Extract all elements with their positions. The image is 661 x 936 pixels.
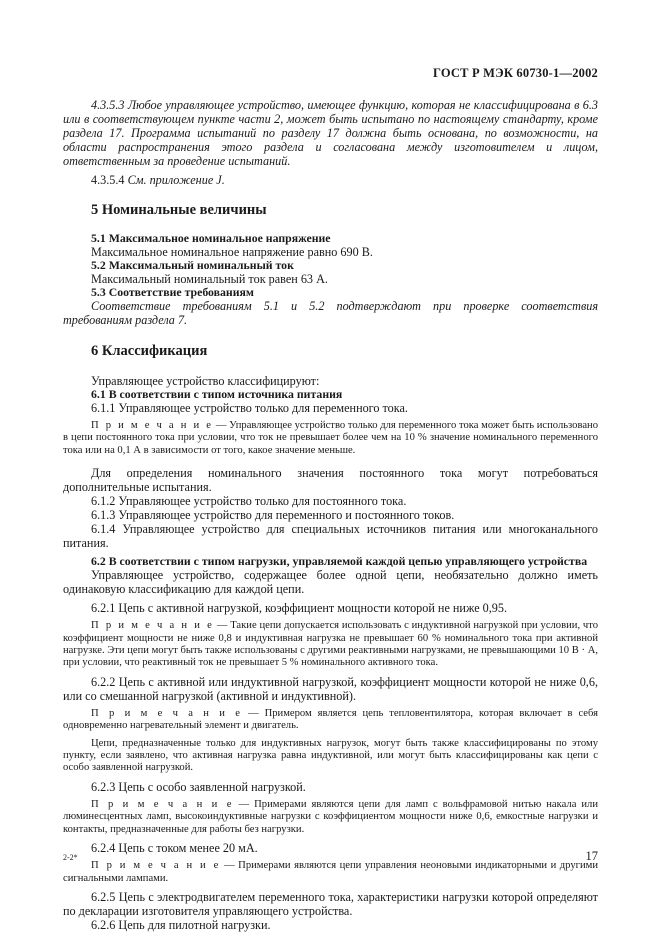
note-6-2-3 [63,799,598,836]
subsection-5-1-text: Максимальное номинальное напряжение равно 690 В. [91,245,373,259]
note-label: П р и м е ч а н и е [91,620,215,632]
paragraph-4-3-5-3: 4.3.5.3 Любое управляющее устройство, имеющее функцию, которая не классифицирована в 6.3 или в соответствующем пункте части 2, может быть испытано по настоящему стандарту, кроме раздела 17. Программа испытаний по разделу 17 должна быть основана, по возможности, на области распространения этого раздела и согласована между изготовителем и лицом, ответственным за проведение испытаний. [63,98,598,168]
sheet-mark: 2-2* [63,853,78,862]
note-text: — Управляющее устройство только для переменного тока может быть использовано в цепи постоянного тока при условии, что ток не превышает более чем на 10 % значение номинального переменного тока или на 0,1 А в зависимости от того, какое значение меньше. [63,420,599,456]
subsection-5-3-heading: 5.3 Соответствие требованиям [91,285,254,299]
note-label: П р и м е ч а н и е [91,798,234,810]
section-6-heading: 6 Классификация [91,343,208,359]
subsection-5-1-heading: 5.1 Максимальное номинальное напряжение [91,231,331,245]
note-label: П р и м е ч а н и е [91,707,243,719]
clause-number: 4.3.5.4 [91,173,125,187]
clause-6-1-1: 6.1.1 Управляющее устройство только для переменного тока. [91,401,408,415]
note-6-1-1 [63,420,598,457]
note-label: П р и м е ч а н и е [91,420,214,431]
paragraph-6-2-2-extra: Цепи, предназначенные только для индуктивных нагрузок, могут быть также классифицированы по этому пункту, если заявлено, что активная нагрузка равна индуктивной, или могут быть классифицированы как цепи с особо заявленной нагрузкой. [63,737,598,774]
clause-6-1-4: 6.1.4 Управляющее устройство для специальных источников питания или многоканального питания. [63,522,598,551]
note-text: — Примерами являются цепи для ламп с вольфрамовой нитью накала или люминесцентных ламп, высокоиндуктивные нагрузки с коэффициентом мощности ниже 0,6, емкостные нагрузки и контакты, предназначенные для работы без нагрузки. [63,798,598,835]
note-6-2-2 [63,708,598,733]
clause-6-2-2: 6.2.2 Цепь с активной или индуктивной нагрузкой, коэффициент мощности которой не ниже 0,6, или со смешанной нагрузкой (активной и индуктивной). [63,674,598,703]
page-number: 17 [585,849,598,863]
subsection-5-3-text: Соответствие требованиям 5.1 и 5.2 подтверждают при проверке соответствия требованиям раздела 7. [63,299,598,327]
subsection-5-2-heading: 5.2 Максимальный номинальный ток [91,258,294,272]
subsection-5-2-text: Максимальный номинальный ток равен 63 А. [91,272,328,286]
subsection-6-2-text: Управляющее устройство, содержащее более одной цепи, необязательно должно иметь одинаковую классификацию для каждой цепи. [63,568,598,597]
section-6-intro: Управляющее устройство классифицируют: [91,374,320,388]
clause-6-2-1: 6.2.1 Цепь с активной нагрузкой, коэффициент мощности которой не ниже 0,95. [91,601,508,616]
standard-header: ГОСТ Р МЭК 60730-1—2002 [433,66,598,80]
section-5-heading: 5 Номинальные величины [91,202,267,218]
note-text: — Такие цепи допускается использовать с индуктивной нагрузкой при условии, что коэффициент мощности не ниже 0,8 и индуктивная нагрузка не превышает 60 % номинального тока при активной нагрузке. Эти цепи могут быть также использованы с другими реактивными нагрузками, не превышающими 10 В · А, при условии, что реактивный ток не превышает 5 % номинального активного тока. [63,620,598,669]
subsection-6-2-heading: 6.2 В соответствии с типом нагрузки, управляемой каждой цепью управляющего устройства [91,554,588,569]
paragraph-4-3-5-4 [63,173,598,187]
clause-6-1-2: 6.1.2 Управляющее устройство только для постоянного тока. [91,494,407,509]
note-6-2-1 [63,620,598,670]
clause-text: См. приложение J. [127,173,225,187]
clause-6-1-3: 6.1.3 Управляющее устройство для переменного и постоянного токов. [91,508,455,523]
clause-6-2-5: 6.2.5 Цепь с электродвигателем переменного тока, характеристики нагрузки которой определяют по декларации изготовителя управляющего устройства. [63,889,598,918]
page-content [63,98,598,932]
note-text: — Примерами являются цепи управления неоновыми индикаторными и другими сигнальными лампами. [63,860,598,884]
clause-6-2-4: 6.2.4 Цепь с током менее 20 мА. [91,841,258,856]
paragraph-6-1-1-extra: Для определения номинального значения постоянного тока могут потребоваться дополнительные испытания. [63,466,598,495]
note-label: П р и м е ч а н и е [91,860,221,872]
note-text: — Примером является цепь тепловентилятора, которая включает в себя одновременно нагревательный элемент и двигатель. [63,707,599,732]
subsection-6-1-heading: 6.1 В соответствии с типом источника питания [91,387,343,401]
clause-6-2-3: 6.2.3 Цепь с особо заявленной нагрузкой. [91,779,306,794]
note-6-2-4 [63,860,598,885]
clause-6-2-6: 6.2.6 Цепь для пилотной нагрузки. [91,917,271,932]
